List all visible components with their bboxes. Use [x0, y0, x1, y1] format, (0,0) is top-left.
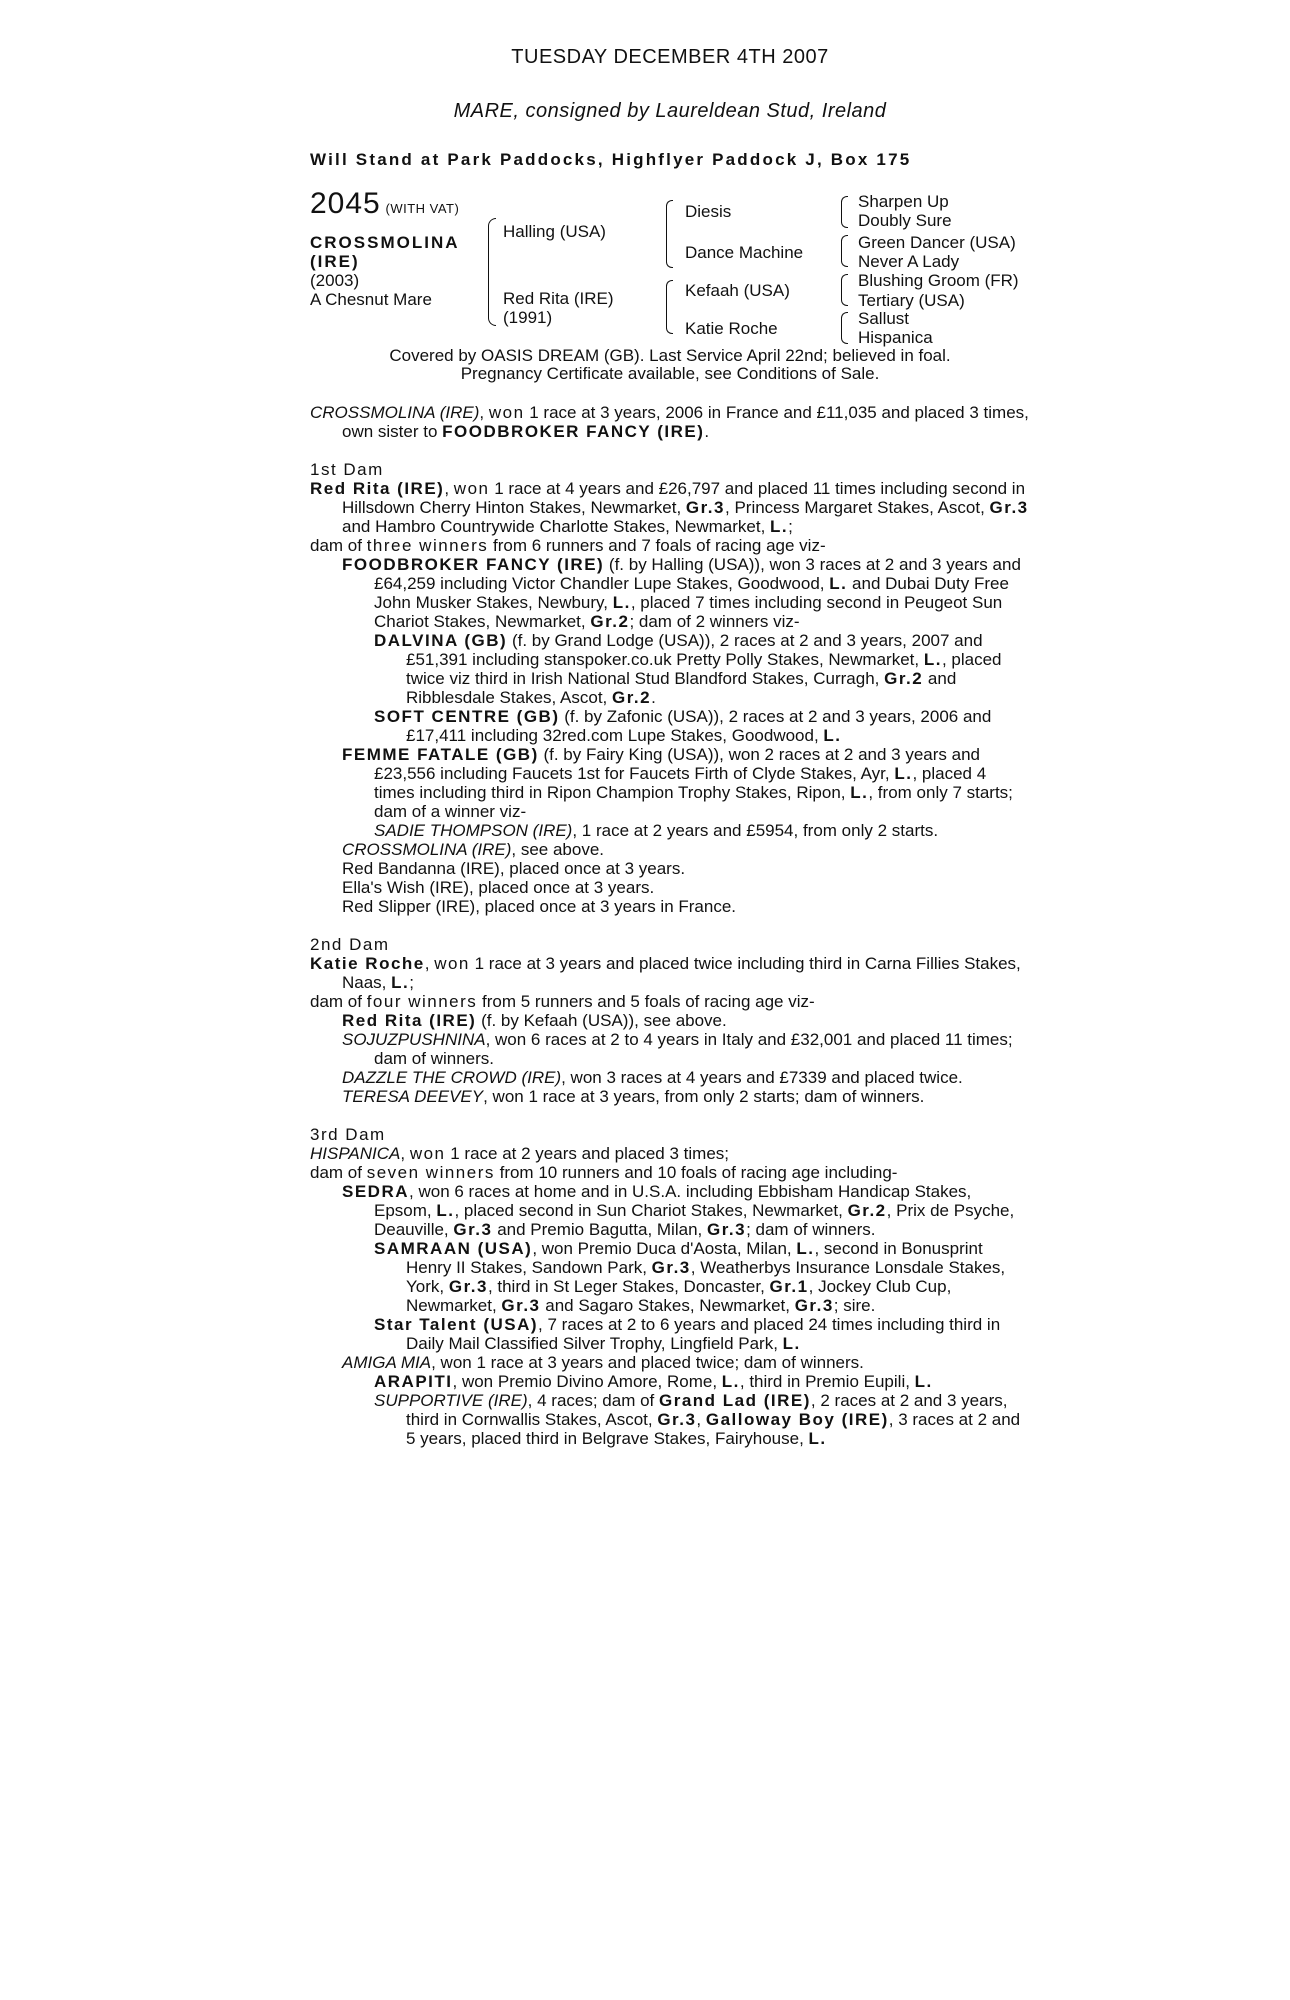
progeny-text: , Prix de Psyche, Deauville,	[374, 1201, 1015, 1239]
first-dam-text: ;	[788, 517, 793, 536]
first-dam-produce	[310, 536, 1030, 555]
pedigree-dd: Katie Roche	[685, 319, 778, 338]
produce-text: from 5 runners and 5 foals of racing age viz-	[477, 992, 815, 1011]
progeny-text: (f. by Kefaah (USA)), see above.	[476, 1011, 727, 1030]
progeny-text: , 2 races at 2 and 3 years, third in Cornwallis Stakes, Ascot,	[406, 1391, 1008, 1429]
third-dam-record: HISPANICA, won 1 race at 2 years and placed 3 times;	[310, 1144, 730, 1163]
lot-number-block	[310, 187, 460, 220]
sire-dam-brace	[488, 218, 496, 326]
second-dam-won: won	[434, 954, 470, 973]
pedigree-dds: Sallust	[858, 309, 910, 328]
progeny-name: SOJUZPUSHNINA	[342, 1030, 486, 1049]
grade: L.	[782, 1334, 801, 1353]
produce-text: dam of	[310, 1163, 367, 1182]
produce-text: dam of	[310, 992, 367, 1011]
progeny-text: (f. by Grand Lodge (USA)), 2 races at 2 and 3 years, 2007 and £51,391 including stanspoker.co.uk Pretty Polly Stakes, Newmarket,	[406, 631, 983, 669]
grade: Gr.2	[847, 1201, 887, 1220]
produce-text: from 6 runners and 7 foals of racing age viz-	[488, 536, 826, 555]
progeny-text: and Ribblesdale Stakes, Ascot,	[406, 669, 957, 707]
first-dam-name: Red Rita (IRE)	[310, 479, 445, 498]
summary-won: won	[488, 403, 525, 422]
sale-date: TUESDAY DECEMBER 4TH 2007	[511, 46, 829, 68]
horse-details	[310, 233, 460, 309]
pedigree-dss: Blushing Groom (FR)	[858, 271, 1019, 290]
second-dam-section	[310, 935, 1030, 1106]
summary-sister: FOODBROKER FANCY (IRE)	[442, 422, 705, 441]
progeny-text: , won 6 races at 2 to 4 years in Italy and £32,001 and placed 11 times; dam of winners.	[374, 1030, 1013, 1068]
progeny-text: , placed second in Sun Chariot Stakes, Newmarket,	[454, 1201, 848, 1220]
pedigree-sire: Halling (USA)	[503, 222, 606, 241]
progeny-star-talent	[310, 1315, 1030, 1353]
covered-line-1: Covered by OASIS DREAM (GB). Last Service April 22nd; believed in foal.	[389, 346, 951, 365]
first-dam-heading: 1st Dam	[310, 460, 384, 479]
progeny-arapiti	[310, 1372, 1030, 1391]
grade: Gr.3	[685, 498, 725, 517]
grade: Gr.3	[651, 1258, 691, 1277]
grade: L.	[823, 726, 842, 745]
progeny-name: SUPPORTIVE (IRE)	[374, 1391, 528, 1410]
first-dam-record: Red Rita (IRE), won 1 race at 4 years and £26,797 and placed 11 times including second in Hillsdown Cherry Hinton Stakes, Newmarket, Gr.3, Princess Margaret Stakes, Ascot, Gr.3 and Hambro Countrywide Charlotte Stakes, Newmarket, L.;	[310, 479, 1029, 536]
horse-country: (IRE)	[310, 252, 360, 271]
pedigree-ssd: Doubly Sure	[858, 211, 952, 230]
progeny-text: (f. by Halling (USA)), won 3 races at 2 and 3 years and £64,259 including Victor Chandler Lupe Stakes, Goodwood,	[374, 555, 1021, 593]
stand-location: Will Stand at Park Paddocks, Highflyer Paddock J, Box 175	[310, 150, 912, 169]
progeny-name: Star Talent (USA)	[374, 1315, 539, 1334]
progeny-text: , won Premio Duca d'Aosta, Milan,	[532, 1239, 797, 1258]
lot-number: 2045	[310, 187, 381, 220]
progeny-crossmolina	[310, 840, 1030, 859]
progeny-femme-fatale	[310, 745, 1030, 821]
progeny-name: ARAPITI	[374, 1372, 453, 1391]
third-dam-text: 1 race at 2 years and placed 3 times;	[445, 1144, 730, 1163]
dam-parents-brace	[666, 280, 673, 334]
progeny-text: , placed twice viz third in Irish National Stud Blandford Stakes, Curragh,	[406, 650, 1002, 688]
progeny-text: , second in Bonusprint Henry II Stakes, Sandown Park,	[406, 1239, 983, 1277]
progeny-text: , 3 races at 2 and 5 years, placed third in Belgrave Stakes, Fairyhouse,	[406, 1410, 1021, 1448]
grade: Gr.2	[612, 688, 652, 707]
grade: Gr.3	[453, 1220, 493, 1239]
progeny-red-slipper: Red Slipper (IRE), placed once at 3 years in France.	[342, 897, 737, 916]
grade: Gr.2	[884, 669, 924, 688]
third-dam-section	[310, 1125, 1030, 1448]
grade: L.	[721, 1372, 740, 1391]
pedigree-ss: Diesis	[685, 202, 732, 221]
pedigree-sdd: Never A Lady	[858, 252, 960, 271]
grade: L.	[612, 593, 631, 612]
grade: L.	[436, 1201, 455, 1220]
progeny-name: DAZZLE THE CROWD (IRE)	[342, 1068, 562, 1087]
grade: L.	[923, 650, 942, 669]
progeny-teresa-deevey	[310, 1087, 1030, 1106]
summary-text: 1 race at 3 years, 2006 in France and £11,035 and placed 3 times, own sister to	[342, 403, 1029, 441]
consignor-line: MARE, consigned by Laureldean Stud, Ireland	[453, 100, 887, 122]
horse-name: CROSSMOLINA	[310, 233, 460, 252]
produce-winners: three winners	[366, 536, 489, 555]
horse-description: A Chesnut Mare	[310, 290, 432, 309]
grade: Gr.3	[448, 1277, 488, 1296]
second-dam-name: Katie Roche	[310, 954, 425, 973]
progeny-name: AMIGA MIA	[342, 1353, 432, 1372]
produce-winners: four winners	[366, 992, 478, 1011]
horse-year: (2003)	[310, 271, 360, 290]
first-dam-text: and Hambro Countrywide Charlotte Stakes, Newmarket,	[342, 517, 771, 536]
pedigree-ddd: Hispanica	[858, 328, 933, 347]
grade: L.	[914, 1372, 933, 1391]
summary-horse-name: CROSSMOLINA (IRE)	[310, 403, 480, 422]
progeny-name: SAMRAAN (USA)	[374, 1239, 533, 1258]
progeny-sojuzpushnina	[310, 1030, 1030, 1068]
grade: Gr.3	[501, 1296, 541, 1315]
progeny-text: , see above.	[511, 840, 605, 859]
first-dam-text: , Princess Margaret Stakes, Ascot,	[725, 498, 990, 517]
progeny-text: , 4 races; dam of	[527, 1391, 659, 1410]
grade: L.	[808, 1429, 827, 1448]
pedigree-dsd: Tertiary (USA)	[858, 291, 965, 310]
sire-parents-brace	[666, 200, 673, 268]
progeny-foodbroker-fancy	[310, 555, 1030, 631]
pedigree-sss: Sharpen Up	[858, 192, 949, 211]
pedigree-ds: Kefaah (USA)	[685, 281, 790, 300]
progeny-red-bandanna: Red Bandanna (IRE), placed once at 3 years.	[342, 859, 686, 878]
second-dam-text: ;	[409, 973, 414, 992]
progeny-text: and Sagaro Stakes, Newmarket,	[540, 1296, 795, 1315]
progeny-name: Galloway Boy (IRE)	[705, 1410, 889, 1429]
grade: Gr.3	[989, 498, 1029, 517]
progeny-sadie-thompson	[310, 821, 1030, 840]
progeny-name: TERESA DEEVEY	[342, 1087, 484, 1106]
progeny-soft-centre	[310, 707, 1030, 745]
third-dam-won: won	[409, 1144, 446, 1163]
progeny-text: , third in St Leger Stakes, Doncaster,	[487, 1277, 770, 1296]
pedigree-sds: Green Dancer (USA)	[858, 233, 1016, 252]
progeny-text: , 7 races at 2 to 6 years and placed 24 times including third in Daily Mail Classified Silver Trophy, Lingfield Park,	[406, 1315, 1001, 1353]
progeny-name: SEDRA	[342, 1182, 410, 1201]
first-dam-text: 1 race at 4 years and £26,797 and placed 11 times including second in Hillsdown Cherry Hinton Stakes, Newmarket,	[342, 479, 1026, 517]
progeny-text: ; dam of winners.	[746, 1220, 876, 1239]
dd-brace	[841, 312, 848, 344]
progeny-text: , won 6 races at home and in U.S.A. including Ebbisham Handicap Stakes, Epsom,	[374, 1182, 972, 1220]
progeny-samraan	[310, 1239, 1030, 1315]
pedigree-dam-year: (1991)	[503, 308, 553, 327]
progeny-name: DALVINA (GB)	[374, 631, 508, 650]
progeny-text: , won 3 races at 4 years and £7339 and placed twice.	[561, 1068, 963, 1087]
progeny-text: , 1 race at 2 years and £5954, from only 2 starts.	[572, 821, 939, 840]
pedigree-dam: Red Rita (IRE)	[503, 289, 614, 308]
progeny-text: .	[651, 688, 656, 707]
grade: Gr.2	[590, 612, 630, 631]
first-dam-section	[310, 460, 1030, 916]
progeny-name: CROSSMOLINA (IRE)	[342, 840, 512, 859]
progeny-text: ,	[696, 1410, 706, 1429]
vat-note: (WITH VAT)	[385, 201, 460, 216]
progeny-supportive	[310, 1391, 1030, 1448]
third-dam-name: HISPANICA	[310, 1144, 401, 1163]
progeny-text: , Weatherbys Insurance Lonsdale Stakes, York,	[406, 1258, 1006, 1296]
produce-text: from 10 runners and 10 foals of racing age including-	[494, 1163, 898, 1182]
second-dam-heading: 2nd Dam	[310, 935, 390, 954]
grade: L.	[894, 764, 913, 783]
ss-brace	[841, 196, 848, 228]
summary-end: .	[704, 422, 710, 441]
grade: Gr.1	[769, 1277, 809, 1296]
third-dam-produce	[310, 1163, 1030, 1182]
progeny-text: , won Premio Divino Amore, Rome,	[452, 1372, 722, 1391]
pedigree-sd: Dance Machine	[685, 243, 804, 262]
covered-line-2: Pregnancy Certificate available, see Conditions of Sale.	[460, 364, 880, 383]
produce-text: dam of	[310, 536, 367, 555]
ds-brace	[841, 274, 848, 306]
progeny-name: FEMME FATALE (GB)	[342, 745, 539, 764]
grade: L.	[796, 1239, 815, 1258]
progeny-red-rita	[310, 1011, 1030, 1030]
progeny-name: Red Rita (IRE)	[342, 1011, 477, 1030]
sd-brace	[841, 235, 848, 267]
summary-paragraph: CROSSMOLINA (IRE), won 1 race at 3 years, 2006 in France and £11,035 and placed 3 times, own sister to FOODBROKER FANCY (IRE).	[310, 403, 1029, 441]
progeny-text: , won 1 race at 3 years and placed twice; dam of winners.	[431, 1353, 864, 1372]
grade: Gr.3	[657, 1410, 697, 1429]
second-dam-produce	[310, 992, 1030, 1011]
progeny-text: , from only 7 starts; dam of a winner viz-	[374, 783, 1013, 821]
progeny-text: , placed 4 times including third in Ripon Champion Trophy Stakes, Ripon,	[374, 764, 987, 802]
progeny-name: FOODBROKER FANCY (IRE)	[342, 555, 605, 574]
progeny-text: , placed 7 times including second in Peugeot Sun Chariot Stakes, Newmarket,	[374, 593, 1003, 631]
progeny-sedra	[310, 1182, 1030, 1239]
progeny-name: Grand Lad (IRE)	[659, 1391, 811, 1410]
covered-note	[310, 347, 1030, 383]
progeny-text: ; dam of 2 winners viz-	[629, 612, 800, 631]
progeny-dazzle-the-crowd	[310, 1068, 1030, 1087]
grade: L.	[391, 973, 410, 992]
second-dam-text: 1 race at 3 years and placed twice including third in Carna Fillies Stakes, Naas,	[342, 954, 1021, 992]
progeny-text: (f. by Zafonic (USA)), 2 races at 2 and 3 years, 2006 and £17,411 including 32red.com Lupe Stakes, Goodwood,	[406, 707, 992, 745]
progeny-name: SADIE THOMPSON (IRE)	[374, 821, 573, 840]
grade: L.	[850, 783, 869, 802]
progeny-text: and Dubai Duty Free John Musker Stakes, Newbury,	[374, 574, 1009, 612]
grade: Gr.3	[706, 1220, 747, 1239]
progeny-text: , won 1 race at 3 years, from only 2 starts; dam of winners.	[483, 1087, 925, 1106]
grade: L.	[770, 517, 789, 536]
second-dam-record: Katie Roche, won 1 race at 3 years and placed twice including third in Carna Fillies Stakes, Naas, L.;	[310, 954, 1021, 992]
produce-winners: seven winners	[366, 1163, 495, 1182]
first-dam-won: won	[453, 479, 490, 498]
horse-summary	[310, 403, 1030, 441]
progeny-text: , Jockey Club Cup, Newmarket,	[406, 1277, 952, 1315]
progeny-name: SOFT CENTRE (GB)	[374, 707, 560, 726]
progeny-text: and Premio Bagutta, Milan,	[492, 1220, 707, 1239]
progeny-amiga-mia	[310, 1353, 1030, 1372]
progeny-text: ; sire.	[833, 1296, 876, 1315]
progeny-text: (f. by Fairy King (USA)), won 2 races at 2 and 3 years and £23,556 including Faucets 1st for Faucets Firth of Clyde Stakes, Ayr,	[374, 745, 980, 783]
progeny-ellas-wish: Ella's Wish (IRE), placed once at 3 years.	[342, 878, 655, 897]
grade: Gr.3	[794, 1296, 834, 1315]
progeny-text: , third in Premio Eupili,	[739, 1372, 915, 1391]
progeny-dalvina	[310, 631, 1030, 707]
third-dam-heading: 3rd Dam	[310, 1125, 386, 1144]
grade: L.	[829, 574, 848, 593]
